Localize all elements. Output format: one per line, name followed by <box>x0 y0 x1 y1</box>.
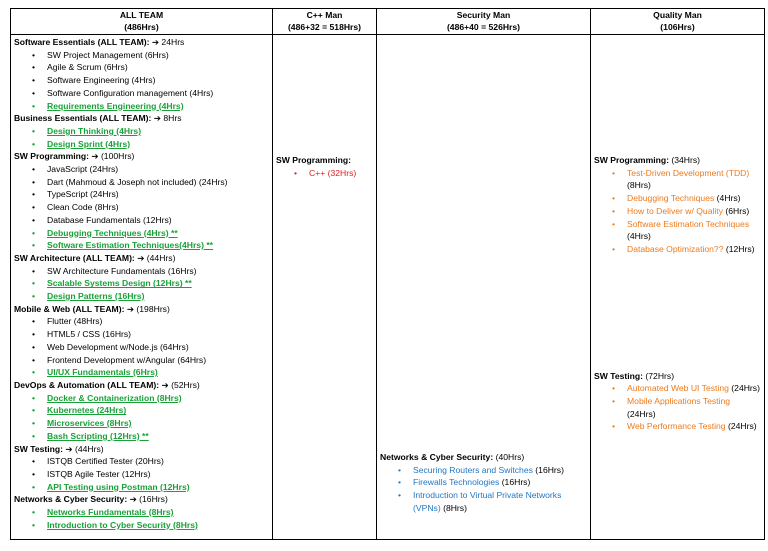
all-team-cell <box>11 35 273 540</box>
list-item: • Bash Scripting (12Hrs) ** <box>14 430 269 443</box>
list-item <box>594 243 761 256</box>
list-item <box>380 464 587 477</box>
security-heading <box>380 451 587 464</box>
list-item: • Microservices (8Hrs) <box>14 417 269 430</box>
section-hours: (16Hrs) <box>136 494 168 505</box>
list-item: • Scalable Systems Design (12Hrs) ** <box>14 277 269 290</box>
arrow-right-icon: ➔ <box>65 443 73 454</box>
section-label: DevOps & Automation (ALL TEAM): <box>14 379 162 390</box>
list-item: • Networks Fundamentals (8Hrs) <box>14 506 269 519</box>
arrow-right-icon: ➔ <box>91 151 99 162</box>
item-name: C++ <box>309 167 328 178</box>
section-list <box>14 49 269 113</box>
section-heading <box>14 443 269 456</box>
list-item: • API Testing using Postman (12Hrs) <box>14 481 269 494</box>
item-hours: (24Hrs) <box>627 408 656 419</box>
arrow-right-icon: ➔ <box>126 303 135 314</box>
section-heading <box>14 303 269 316</box>
section-hours: (100Hrs) <box>98 151 135 162</box>
list-item: • JavaScript (24Hrs) <box>14 163 269 176</box>
heading-hours: (72Hrs) <box>645 370 675 381</box>
item-hours: (16Hrs) <box>501 477 531 488</box>
training-plan-table <box>10 8 765 540</box>
item-hours: (32Hrs) <box>327 167 357 178</box>
section-heading <box>14 112 269 125</box>
item-name: Software Estimation Techniques <box>627 218 750 229</box>
section-list <box>14 265 269 303</box>
list-item: • Clean Code (8Hrs) <box>14 201 269 214</box>
section-list <box>14 125 269 150</box>
section-list <box>14 315 269 379</box>
heading-hours: (40Hrs) <box>495 452 525 462</box>
item-name: Test-Driven Development (TDD) <box>627 167 750 178</box>
list-item <box>594 192 761 205</box>
list-item: • Frontend Development w/Angular (64Hrs) <box>14 354 269 367</box>
section-heading <box>14 493 269 506</box>
item-name: Debugging Techniques <box>627 193 717 204</box>
security-man-cell <box>377 35 591 540</box>
section-hours: 8Hrs <box>160 113 182 124</box>
item-name: Automated Web UI Testing <box>627 383 732 394</box>
quality-testing-heading <box>594 370 761 383</box>
arrow-right-icon: ➔ <box>151 37 160 47</box>
list-item <box>594 167 761 192</box>
section-hours: (52Hrs) <box>168 379 200 390</box>
section-label: Networks & Cyber Security: <box>14 494 130 505</box>
item-hours: (8Hrs) <box>443 502 467 513</box>
section-label: SW Architecture (ALL TEAM): <box>14 252 138 263</box>
section-list <box>14 455 269 493</box>
item-name: Introduction to Virtual Private Networks (VPNs) <box>413 490 562 513</box>
heading-hours: (34Hrs) <box>671 155 701 165</box>
item-hours: (16Hrs) <box>535 464 564 475</box>
list-item: • Dart (Mahmoud & Joseph not included) (24Hrs) <box>14 176 269 189</box>
item-hours: (4Hrs) <box>627 231 651 242</box>
list-item: • Software Estimation Techniques(4Hrs) ** <box>14 239 269 252</box>
list-item: • Requirements Engineering (4Hrs) <box>14 100 269 113</box>
list-item: • Design Sprint (4Hrs) <box>14 138 269 151</box>
item-name: Firewalls Technologies <box>413 477 502 488</box>
list-item <box>380 476 587 489</box>
list-item: • Software Configuration management (4Hrs) <box>14 87 269 100</box>
list-item <box>594 420 761 433</box>
content-row <box>11 35 765 540</box>
list-item: • ISTQB Agile Tester (12Hrs) <box>14 468 269 481</box>
section-list <box>14 392 269 443</box>
list-item: • Docker & Containerization (8Hrs) <box>14 392 269 405</box>
list-item: • Database Fundamentals (12Hrs) <box>14 214 269 227</box>
header-cpp-man: C++ Man (486+32 = 518Hrs) <box>273 9 377 35</box>
list-item: • Debugging Techniques (4Hrs) ** <box>14 227 269 240</box>
section-heading <box>14 379 269 392</box>
section-hours: (44Hrs) <box>144 252 176 263</box>
section-list <box>14 506 269 531</box>
list-item <box>380 489 587 514</box>
list-item: • Software Engineering (4Hrs) <box>14 74 269 87</box>
item-name: How to Deliver w/ Quality <box>627 205 726 216</box>
item-name: Mobile Applications Testing <box>627 396 731 407</box>
security-list <box>380 464 587 515</box>
section-heading <box>14 36 269 49</box>
item-hours: (8Hrs) <box>627 180 651 191</box>
header-all-team: ALL TEAM (486Hrs) <box>11 9 273 35</box>
list-item: • Agile & Scrum (6Hrs) <box>14 61 269 74</box>
quality-man-cell <box>591 35 765 540</box>
item-hours: (6Hrs) <box>725 205 750 216</box>
cpp-list <box>276 167 373 180</box>
list-item <box>594 395 761 420</box>
list-item <box>594 205 761 218</box>
list-item: • UI/UX Fundamentals (6Hrs) <box>14 366 269 379</box>
cpp-man-cell <box>273 35 377 540</box>
header-security-man: Security Man (486+40 = 526Hrs) <box>377 9 591 35</box>
list-item: • Design Patterns (16Hrs) <box>14 290 269 303</box>
header-quality-man: Quality Man (106Hrs) <box>591 9 765 35</box>
arrow-right-icon: ➔ <box>153 113 161 124</box>
item-hours: (4Hrs) <box>716 193 741 204</box>
section-hours: 24Hrs <box>159 37 185 47</box>
quality-testing-list <box>594 382 761 433</box>
list-item <box>276 167 373 180</box>
arrow-right-icon: ➔ <box>137 252 145 263</box>
item-hours: (12Hrs) <box>725 243 755 254</box>
list-item: • Design Thinking (4Hrs) <box>14 125 269 138</box>
item-name: Securing Routers and Switches <box>413 464 536 475</box>
list-item <box>594 218 761 243</box>
list-item: • TypeScript (24Hrs) <box>14 188 269 201</box>
item-hours: (24Hrs) <box>727 421 757 432</box>
list-item: • SW Project Management (6Hrs) <box>14 49 269 62</box>
section-heading <box>14 150 269 163</box>
section-label: SW Programming: <box>14 151 92 162</box>
section-hours: (198Hrs) <box>134 303 170 314</box>
heading-label: Networks & Cyber Security: <box>380 452 496 462</box>
quality-programming-list <box>594 167 761 256</box>
list-item: • ISTQB Certified Tester (20Hrs) <box>14 455 269 468</box>
list-item: • SW Architecture Fundamentals (16Hrs) <box>14 265 269 278</box>
list-item: • Kubernetes (24Hrs) <box>14 404 269 417</box>
arrow-right-icon: ➔ <box>161 379 169 390</box>
header-row <box>11 9 765 35</box>
section-heading <box>14 252 269 265</box>
section-label: Mobile & Web (ALL TEAM): <box>14 303 127 314</box>
list-item <box>594 382 761 395</box>
section-label: Software Essentials (ALL TEAM): <box>14 37 152 47</box>
quality-programming-heading <box>594 154 761 167</box>
section-label: SW Testing: <box>14 443 66 454</box>
list-item: • Web Development w/Node.js (64Hrs) <box>14 341 269 354</box>
section-hours: (44Hrs) <box>72 443 104 454</box>
item-name: Database Optimization?? <box>627 243 726 254</box>
list-item: • HTML5 / CSS (16Hrs) <box>14 328 269 341</box>
list-item: • Flutter (48Hrs) <box>14 315 269 328</box>
section-label: Business Essentials (ALL TEAM): <box>14 113 154 124</box>
section-list <box>14 163 269 252</box>
heading-label: SW Testing: <box>594 370 646 381</box>
item-hours: (24Hrs) <box>731 383 760 394</box>
cpp-programming-heading: SW Programming: <box>276 155 351 165</box>
item-name: Web Performance Testing <box>627 421 728 432</box>
arrow-right-icon: ➔ <box>129 494 137 505</box>
list-item: • Introduction to Cyber Security (8Hrs) <box>14 519 269 532</box>
heading-label: SW Programming: <box>594 155 672 165</box>
